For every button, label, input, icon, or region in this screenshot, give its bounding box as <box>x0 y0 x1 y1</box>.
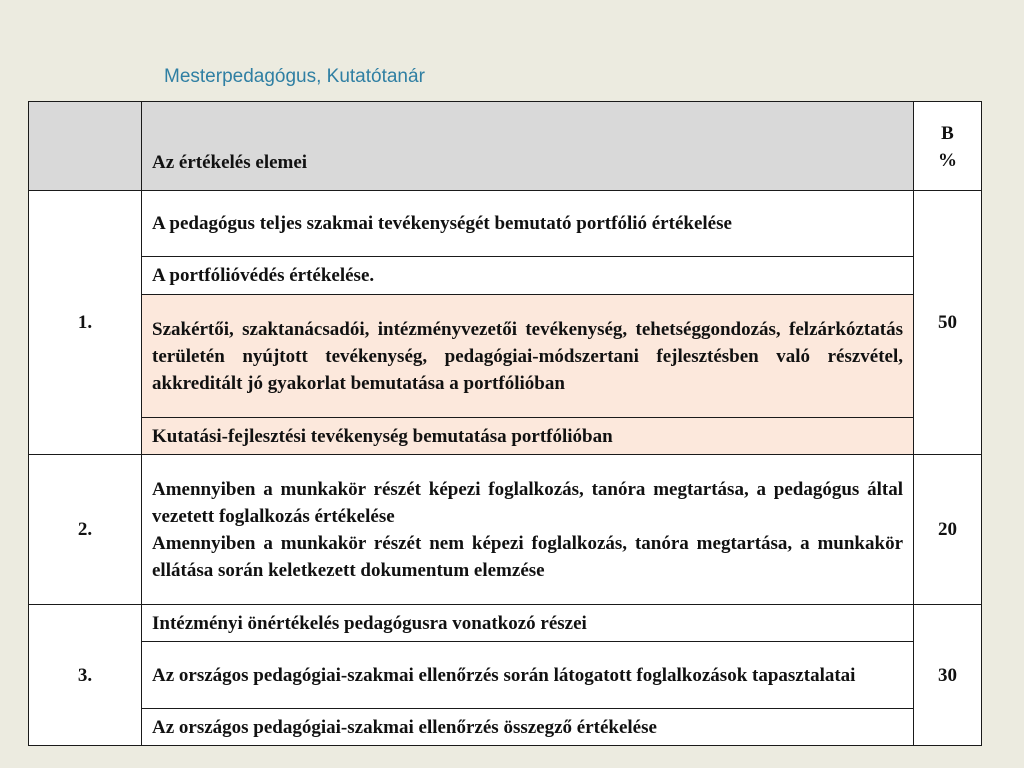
group-2-item-2: Amennyiben a munkakör részét nem képezi foglalkozás, tanóra megtartása, a munkakör ellátása során keletkezett dokumentum elemzése <box>152 532 903 581</box>
group-1-item-4: Kutatási-fejlesztési tevékenység bemutatása portfólióban <box>142 418 914 455</box>
group-1-number: 1. <box>29 191 142 455</box>
group-3-item-2: Az országos pedagógiai-szakmai ellenőrzés során látogatott foglalkozások tapasztalatai <box>142 642 914 709</box>
group-2-percent: 20 <box>914 455 982 605</box>
group-2-number: 2. <box>29 455 142 605</box>
group-3-item-3: Az országos pedagógiai-szakmai ellenőrzés összegző értékelése <box>142 709 914 746</box>
header-pct-line1: B <box>941 123 954 144</box>
table-row <box>29 709 982 746</box>
table-row <box>29 605 982 642</box>
table-row <box>29 257 982 295</box>
table-header-row <box>29 102 982 191</box>
group-2-item-1: Amennyiben a munkakör részét képezi foglalkozás, tanóra megtartása, a pedagógus által vezetett foglalkozás értékelése <box>152 478 903 527</box>
group-1-percent: 50 <box>914 191 982 455</box>
group-1-item-1: A pedagógus teljes szakmai tevékenységét bemutató portfólió értékelése <box>142 191 914 257</box>
header-desc-cell: Az értékelés elemei <box>142 102 914 191</box>
table-row <box>29 295 982 418</box>
header-pct-cell <box>914 102 982 191</box>
table-row <box>29 191 982 257</box>
header-num-cell <box>29 102 142 191</box>
table-row <box>29 642 982 709</box>
group-3-percent: 30 <box>914 605 982 746</box>
group-3-number: 3. <box>29 605 142 746</box>
group-1-item-3: Szakértői, szaktanácsadói, intézményvezetői tevékenység, tehetséggondozás, felzárkóztatás területén nyújtott tevékenység, pedagógiai-módszertani fejlesztésben való részvétel, akkreditált jó gyakorlat bemutatása a portfólióban <box>142 295 914 418</box>
header-pct-line2: % <box>938 150 957 171</box>
table-row <box>29 455 982 605</box>
group-1-item-2: A portfólióvédés értékelése. <box>142 257 914 295</box>
evaluation-table <box>28 101 982 746</box>
group-3-item-1: Intézményi önértékelés pedagógusra vonatkozó részei <box>142 605 914 642</box>
page-title: Mesterpedagógus, Kutatótanár <box>164 66 425 87</box>
table-row <box>29 418 982 455</box>
group-2-items <box>142 455 914 605</box>
